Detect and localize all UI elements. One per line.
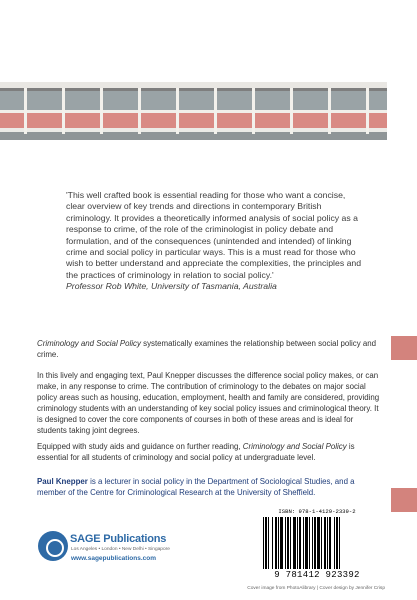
barcode-number: 9 781412 923392 [274,570,360,580]
barcode-bars-icon [263,517,373,569]
description-text: systematically examines the relationship between social policy and crime. [37,339,377,359]
quote-attribution: Professor Rob White, University of Tasmania, Australia [66,281,277,292]
author-bio [37,476,382,498]
barcode [255,508,379,584]
quote-text: 'This well crafted book is essential reading for those who want a concise, clear overview of key trends and directions in contemporary British criminology. It provides a theoretically informed analysis of social policy as a response to crime, of the role of the criminologist in policy debate and formulation, and of the consequences (unintended and intended) of linking crime and social policy in particular ways. This is a must read for those who wish to better understand and appreciate the complexities, the principles and the practices of criminology in relation to social policy.' [66,190,362,280]
book-title: Criminology and Social Policy [242,442,347,451]
side-accent-tab [391,336,417,360]
side-accent-tab [391,488,417,512]
description-paragraph [37,338,382,360]
description-paragraph [37,441,382,463]
sage-logo-icon [38,531,68,561]
description-text: Equipped with study aids and guidance on further reading, [37,442,243,451]
balcony-photo [0,82,387,140]
description-paragraph: In this lively and engaging text, Paul Knepper discusses the difference social policy makes, or can make, in any response to crime. The contribution of criminology to the debates on major social policy areas such as housing, education, employment, health and family are considered, providing criminology students with an understanding of key social policy issues and criminological theory. It is designed to cover the core components of courses in both of these areas and is ideal for students taking joint degrees. [37,371,380,435]
author-bio-text: is a lecturer in social policy in the Department of Sociological Studies, and a member of the Centre for Criminological Research at the University of Sheffield. [37,477,355,497]
publisher-url: www.sagepublications.com [71,555,156,562]
cover-credit: Cover image from PhotoAlibrary | Cover design by Jennifer Crisp [247,586,385,591]
description-text: is essential for all students of criminology and social policy at undergraduate level. [37,442,355,462]
author-name: Paul Knepper [37,477,88,486]
endorsement-quote [66,190,366,293]
book-title: Criminology and Social Policy [37,339,141,348]
publisher-name: SAGE Publications [70,533,167,545]
isbn-label: ISBN: 978-1-4129-2339-2 [278,508,356,515]
publisher-cities: Los Angeles • London • New Delhi • Singapore [71,547,170,552]
